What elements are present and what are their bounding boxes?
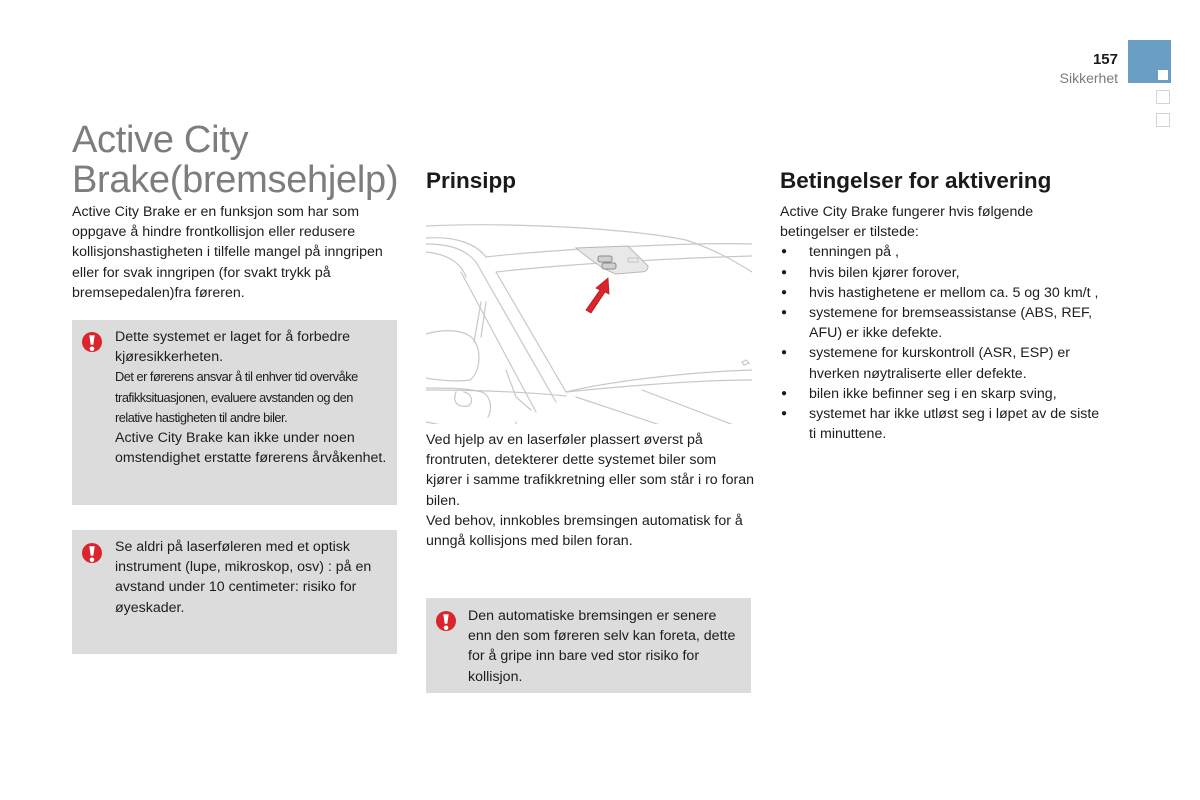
title-line-1: Active City	[72, 119, 249, 161]
condition-item: ● systemet har ikke utløst seg i løpet av de siste ti minuttene.	[780, 404, 1100, 444]
warning-icon	[82, 543, 102, 563]
warning-main-text: Dette systemet er laget for å forbedre kjøresikkerheten.	[115, 329, 350, 366]
warning-box-eye	[72, 530, 397, 654]
heading-betingelser: Betingelser for aktivering	[780, 168, 1052, 193]
warning-text-safety	[115, 327, 390, 468]
condition-item: ● systemene for bremseassistanse (ABS, REF, AFU) er ikke defekte.	[780, 303, 1100, 343]
warning-small-text: Det er førerens ansvar å til enhver tid overvåke trafikksituasjonen, evaluere avstanden og den relative hastigheten til andre biler.	[115, 369, 358, 425]
warning-text-braking: Den automatiske bremsingen er senere enn den som føreren selv kan foreta, dette for å gripe inn bare ved stor risiko for kollisjon.	[468, 608, 736, 685]
tab-active-icon[interactable]	[1128, 40, 1171, 83]
warning-icon	[82, 332, 102, 352]
warning-icon	[436, 611, 456, 631]
laser-sensor-housing	[576, 246, 648, 274]
windshield-laser-sensor-illustration	[426, 222, 752, 424]
section-name: Sikkerhet	[1059, 70, 1118, 86]
prinsipp-text	[426, 430, 756, 551]
warning-end-text: Active City Brake kan ikke under noen omstendighet erstatte førerens årvåkenhet.	[115, 430, 387, 467]
tab-inactive-icon[interactable]	[1156, 90, 1170, 104]
condition-item: ● systemene for kurskontroll (ASR, ESP) er hverken nøytraliserte eller defekte.	[780, 343, 1100, 383]
prinsipp-paragraph-2: Ved behov, innkobles bremsingen automatisk for å unngå kollisjons med bilen foran.	[426, 512, 743, 550]
condition-item: ● hvis hastighetene er mellom ca. 5 og 30 km/t ,	[780, 283, 1100, 303]
condition-item: ● tenningen på ,	[780, 242, 1100, 262]
title-line-2: Brake(bremsehjelp)	[72, 159, 399, 201]
condition-item: ● bilen ikke befinner seg i en skarp sving,	[780, 384, 1100, 404]
tab-active-marker	[1158, 70, 1168, 80]
warning-box-safety	[72, 320, 397, 505]
warning-box-braking	[426, 598, 751, 693]
tab-inactive-icon[interactable]	[1156, 113, 1170, 127]
conditions-section	[780, 202, 1100, 444]
conditions-list	[780, 242, 1100, 444]
red-arrow-icon	[586, 278, 609, 313]
conditions-intro: Active City Brake fungerer hvis følgende betingelser er tilstede:	[780, 204, 1034, 241]
warning-text-eye: Se aldri på laserføleren med et optisk instrument (lupe, mikroskop, osv) : på en avstand under 10 centimeter: risiko for øyeskader.	[115, 539, 372, 616]
page-title	[72, 120, 402, 200]
prinsipp-paragraph-1: Ved hjelp av en laserføler plassert øverst på frontruten, detekterer dette systemet biler som kjører i samme trafikkretning eller som står i ro foran bilen.	[426, 432, 754, 509]
condition-item: ● hvis bilen kjører forover,	[780, 263, 1100, 283]
intro-paragraph: Active City Brake er en funksjon som har som oppgave å hindre frontkollisjon eller redusere kollisjonshastigheten i tilfelle mangel på inngripen eller for svak inngripen (for svakt trykk på bremsepedalen)fra føreren.	[72, 204, 383, 301]
page-number: 157	[1092, 51, 1118, 68]
heading-prinsipp: Prinsipp	[426, 168, 517, 193]
